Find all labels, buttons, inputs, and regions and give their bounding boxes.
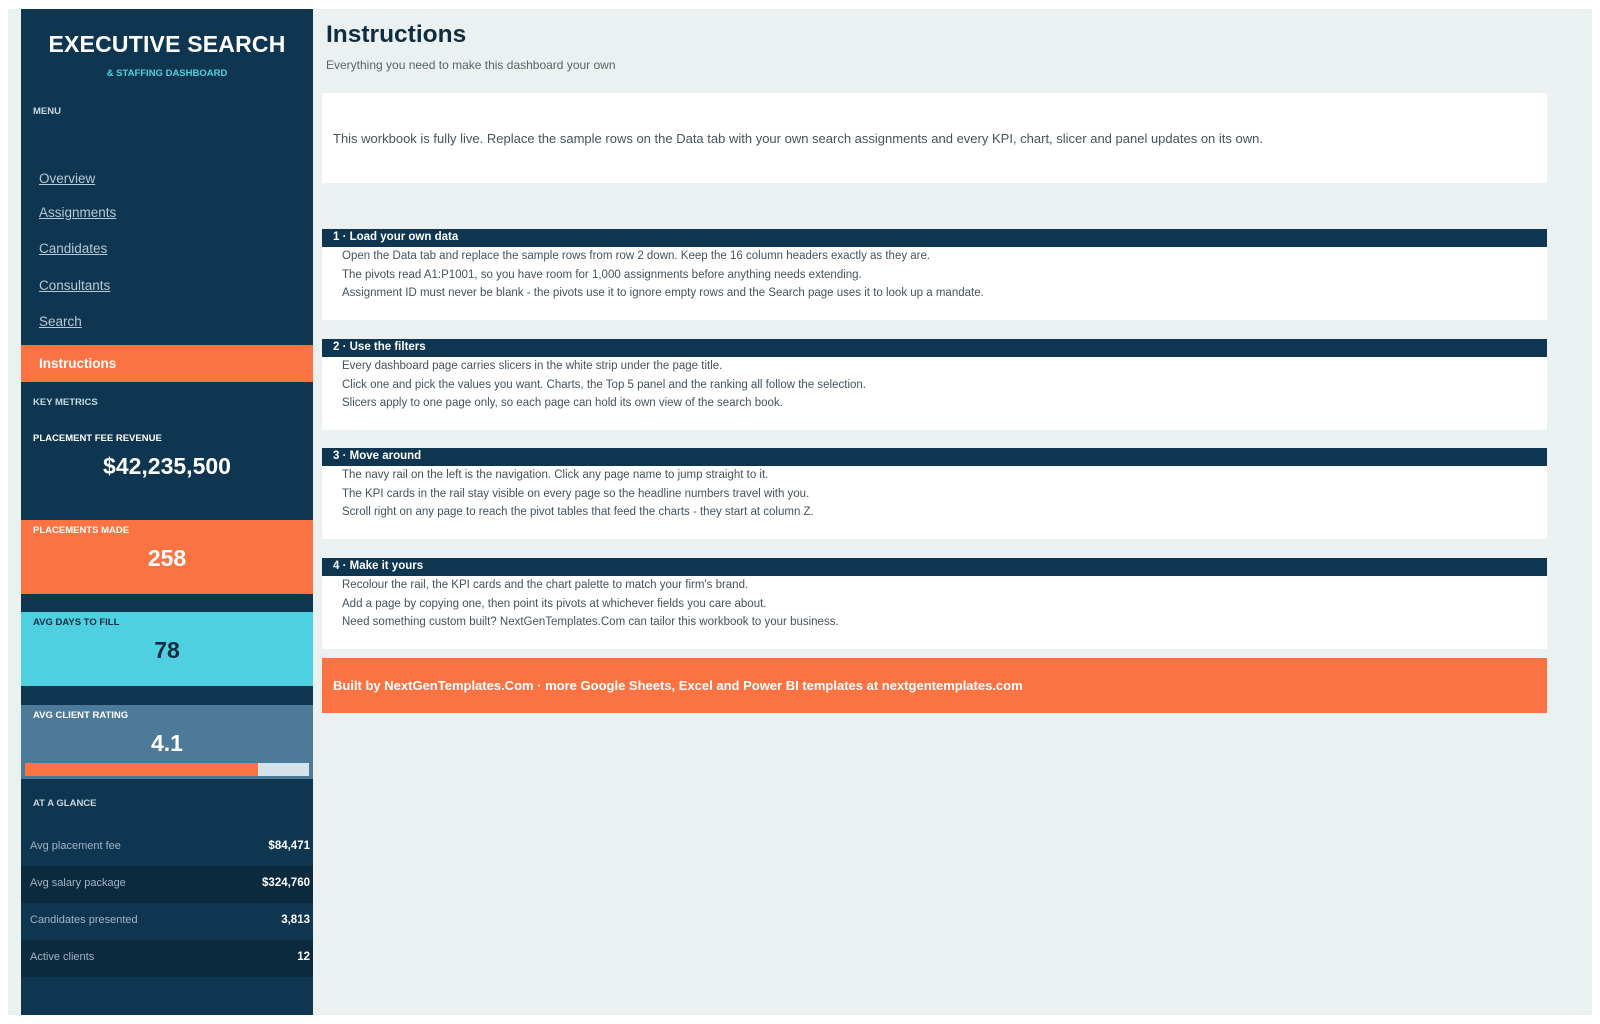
nav-candidates[interactable]: Candidates: [39, 241, 108, 256]
kpi-card-revenue: [21, 423, 313, 520]
glance-label: Avg placement fee: [30, 840, 121, 852]
step-card-1: [322, 229, 1547, 320]
nav-consultants[interactable]: Consultants: [39, 278, 111, 293]
step-heading: 3 · Move around: [333, 450, 422, 462]
kpi-placements-label: PLACEMENTS MADE: [33, 525, 130, 536]
key-metrics-label: KEY METRICS: [33, 397, 98, 408]
step-line: Click one and pick the values you want. Charts, the Top 5 panel and the ranking all follow the selection.: [342, 379, 866, 391]
glance-row-active-clients: [21, 940, 313, 977]
footer-text: Built by NextGenTemplates.Com · more Google Sheets, Excel and Power BI templates at nextgentemplates.com: [333, 678, 1023, 693]
nav-assignments[interactable]: Assignments: [39, 205, 117, 220]
kpi-days-label: AVG DAYS TO FILL: [33, 617, 120, 628]
glance-row-candidates: [21, 903, 313, 940]
glance-label: Avg salary package: [30, 877, 126, 889]
glance-value: $84,471: [268, 840, 310, 852]
kpi-card-days-to-fill: [21, 612, 313, 686]
kpi-revenue-label: PLACEMENT FEE REVENUE: [33, 433, 162, 444]
step-line: Slicers apply to one page only, so each page can hold its own view of the search book.: [342, 397, 783, 409]
rating-bar-track: [25, 763, 309, 776]
glance-value: $324,760: [262, 877, 310, 889]
footer-banner[interactable]: [322, 658, 1547, 713]
step-line: The KPI cards in the rail stay visible on every page so the headline numbers travel with you.: [342, 488, 810, 500]
step-card-3: [322, 448, 1547, 539]
page-subtitle: Everything you need to make this dashboard your own: [326, 58, 616, 72]
step-header: [322, 558, 1547, 576]
step-heading: 1 · Load your own data: [333, 231, 459, 243]
glance-value: 3,813: [281, 914, 310, 926]
kpi-revenue-value: $42,235,500: [103, 453, 231, 479]
kpi-card-placements: [21, 520, 313, 594]
step-header: [322, 339, 1547, 357]
intro-text: This workbook is fully live. Replace the sample rows on the Data tab with your own search assignments and every KPI, chart, slicer and panel updates on its own.: [333, 131, 1263, 146]
step-line: Every dashboard page carries slicers in the white strip under the page title.: [342, 360, 723, 372]
step-line: Add a page by copying one, then point its pivots at whichever fields you care about.: [342, 598, 767, 610]
intro-panel: [322, 93, 1547, 183]
kpi-card-client-rating: [21, 705, 313, 779]
step-line: Recolour the rail, the KPI cards and the chart palette to match your firm's brand.: [342, 579, 749, 591]
step-card-4: [322, 558, 1547, 649]
glance-row-avg-salary: [21, 866, 313, 903]
menu-label: MENU: [33, 106, 61, 117]
sidebar: [21, 9, 313, 1015]
glance-row-avg-fee: [21, 829, 313, 866]
step-header: [322, 448, 1547, 466]
kpi-days-value: 78: [154, 637, 180, 663]
step-header: [322, 229, 1547, 247]
step-heading: 4 · Make it yours: [333, 560, 424, 572]
glance-value: 12: [297, 951, 310, 963]
at-a-glance-label: AT A GLANCE: [33, 798, 97, 809]
step-card-2: [322, 339, 1547, 430]
nav-instructions[interactable]: [21, 345, 313, 382]
rating-bar-fill: [25, 763, 258, 776]
step-line: Scroll right on any page to reach the pivot tables that feed the charts - they start at column Z.: [342, 506, 814, 518]
brand-title: EXECUTIVE SEARCH: [48, 31, 286, 57]
glance-label: Active clients: [30, 951, 95, 963]
glance-label: Candidates presented: [30, 914, 138, 926]
step-line: The navy rail on the left is the navigation. Click any page name to jump straight to it.: [342, 469, 769, 481]
step-line: Assignment ID must never be blank - the pivots use it to ignore empty rows and the Search page uses it to look up a mandate.: [342, 287, 984, 299]
nav-overview[interactable]: Overview: [39, 171, 96, 186]
step-heading: 2 · Use the filters: [333, 341, 426, 353]
kpi-placements-value: 258: [147, 545, 187, 571]
kpi-rating-value: 4.1: [151, 730, 183, 756]
kpi-rating-label: AVG CLIENT RATING: [33, 710, 129, 721]
brand-subtitle: & STAFFING DASHBOARD: [106, 68, 228, 79]
step-line: The pivots read A1:P1001, so you have room for 1,000 assignments before anything needs extending.: [342, 269, 862, 281]
nav-search[interactable]: Search: [39, 314, 82, 329]
nav-instructions-label: Instructions: [39, 356, 117, 371]
step-line: Need something custom built? NextGenTemplates.Com can tailor this workbook to your business.: [342, 616, 839, 628]
page-title: Instructions: [326, 21, 467, 48]
step-line: Open the Data tab and replace the sample rows from row 2 down. Keep the 16 column headers exactly as they are.: [342, 250, 931, 262]
